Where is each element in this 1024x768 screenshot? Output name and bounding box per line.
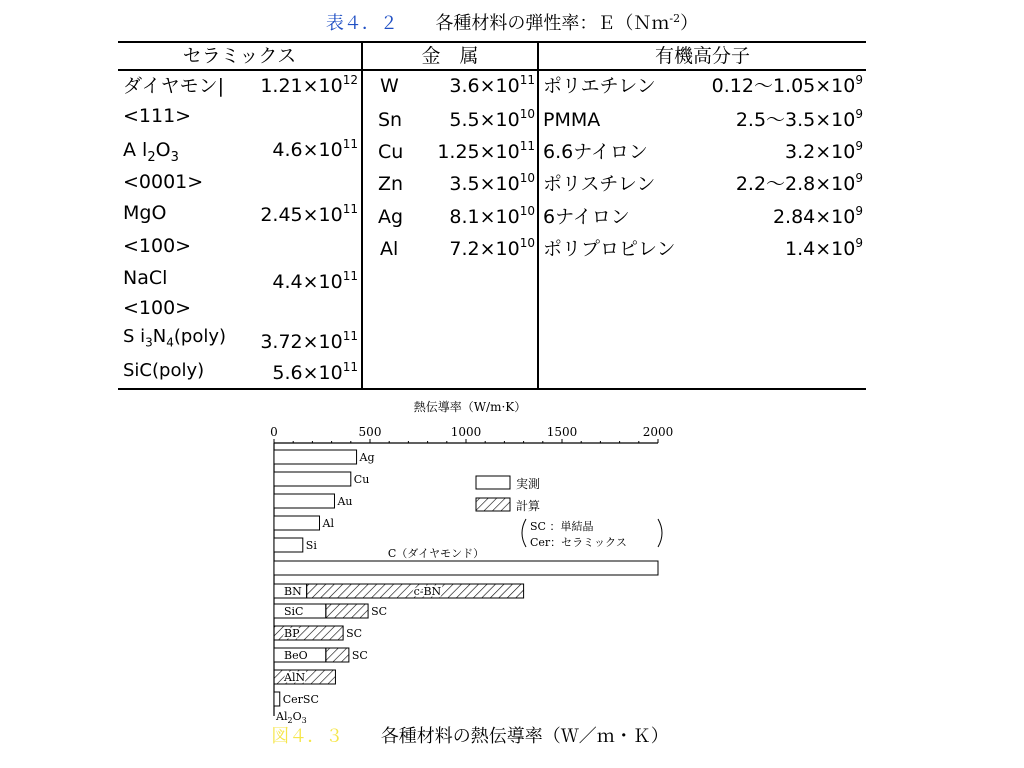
ceramic-value: $2.45\times 10^{11}$ [260,202,358,226]
ceramic-value: $4.6\times 10^{11}$ [272,137,358,161]
legend-calculated-swatch [476,498,510,511]
figure-number: 図４．３ [271,726,344,747]
metal-name: Cu [378,141,404,163]
elastic-modulus-table [118,41,866,390]
bar-label: Au [337,495,353,508]
legend-note-cer: Cer：セラミックス [530,536,627,549]
metal-value: $7.2\times 10^{10}$ [449,236,535,260]
bar-measured [274,538,303,552]
ceramic-name: MgO [123,202,167,224]
legend-note-left-paren [522,519,526,547]
metal-name: Ag [378,206,404,228]
bar-label: BN [284,585,302,598]
bar-label: BP [284,627,300,640]
column-divider [361,43,363,388]
ceramic-value: $1.21\times 10^{12}$ [260,73,358,97]
bar-calculated [326,648,349,662]
figure-caption-text: 各種材料の熱伝導率（Ｗ／ｍ・Ｋ） [380,726,669,747]
polymer-name: ポリプロピレン [543,238,676,260]
bar-measured [274,692,280,706]
bar-measured [274,516,320,530]
bar-label: C（ダイヤモンド） [387,547,485,560]
chart-legend [476,476,662,549]
table-number: 表４．２ [325,13,398,34]
table-title-text: 各種材料の弾性率：Ｅ（Ｎｍ [435,13,670,34]
header-ceramics: セラミックス [182,45,297,67]
legend-calculated-label: 計算 [516,499,541,513]
chart-title: 熱伝導率（W/m·K） [413,400,527,414]
x-tick-label: 1000 [450,425,482,439]
legend-note-right-paren [658,519,662,547]
metal-value: $5.5\times 10^{10}$ [449,107,535,131]
bar-label: Si [305,539,317,552]
polymer-value: $2.5\sim 3.5\times 10^9$ [735,107,863,131]
metal-name: Sn [378,109,403,131]
ceramic-value: $4.4\times 10^{11}$ [272,269,358,293]
bar-label: Al [322,517,334,530]
header-polymers: 有機高分子 [654,45,750,67]
bar-measured [274,561,658,575]
polymer-value: $0.12\sim 1.05\times 10^9$ [711,73,863,97]
metal-value: $3.5\times 10^{10}$ [449,171,535,195]
polymer-value: $3.2\times 10^9$ [785,139,863,163]
ceramic-name-al2o3: A $l_2O_3$ [123,139,179,165]
bar-label: BeO [284,649,308,662]
bar-measured [274,494,334,508]
ceramic-name: ダイヤモン| [123,75,225,97]
x-tick-label: 0 [270,425,278,439]
bar-calculated [326,604,368,618]
bar-label: Ag [359,451,375,464]
legend-measured-swatch [476,476,510,489]
figure-caption [0,722,940,748]
bar-label: SiC [284,605,304,618]
metal-name: Al [380,238,399,260]
legend-measured-label: 実測 [516,477,541,491]
bar-calc-label: c-BN [413,585,442,598]
polymer-name: 6.6ナイロン [543,141,648,163]
bar-calc-label: SC [371,605,388,618]
ceramic-name-si3n4: S $i_3N_4(poly)$ [123,326,227,350]
polymer-name: PMMA [543,109,601,131]
table-title [0,9,1024,35]
ceramic-name: NaCl [123,267,168,289]
metal-value: $1.25\times 10^{11}$ [437,139,535,163]
table-title-close: ） [680,13,699,34]
polymer-name: ポリスチレン [543,173,656,195]
header-metals: 金 属 [421,45,479,67]
ceramic-name: SiC(poly) [123,360,205,381]
polymer-value: $2.84\times 10^9$ [772,204,863,228]
bar-label: $Al_2O_3$ [276,710,307,723]
metal-name: Zn [378,173,404,195]
metal-value: $3.6\times 10^{11}$ [449,73,535,97]
legend-note-sc: SC ：単結晶 [530,520,594,533]
ceramic-name: <0001> [123,171,204,193]
polymer-value: $2.2\sim 2.8\times 10^9$ [735,171,863,195]
bar-calc-label: SC [351,649,368,662]
x-tick-label: 2000 [642,425,674,439]
bar-measured [274,472,351,486]
bar-label: AlN [284,671,306,684]
ceramic-value: $3.72\times 10^{11}$ [260,329,358,353]
polymer-value: $1.4\times 10^9$ [785,236,863,260]
polymer-name: 6ナイロン [543,206,630,228]
x-tick-label: 500 [358,425,382,439]
ceramic-name: <100> [123,297,192,319]
ceramic-value: $5.6\times 10^{11}$ [272,360,358,384]
bar-calc-label: SC [346,627,363,640]
x-tick-label: 1500 [546,425,578,439]
polymer-name: ポリエチレン [543,75,656,97]
table-title-unit-exp: -2 [669,12,681,25]
bar-measured [274,450,357,464]
column-divider [537,43,539,388]
thermal-conductivity-chart [240,398,710,723]
ceramic-name: <111> [123,105,192,127]
bar-label: Cu [353,473,370,486]
metal-value: $8.1\times 10^{10}$ [449,204,535,228]
metal-name: W [380,75,399,97]
ceramic-name: <100> [123,235,192,257]
bar-label: CerSC [282,693,319,706]
bars [274,450,658,723]
